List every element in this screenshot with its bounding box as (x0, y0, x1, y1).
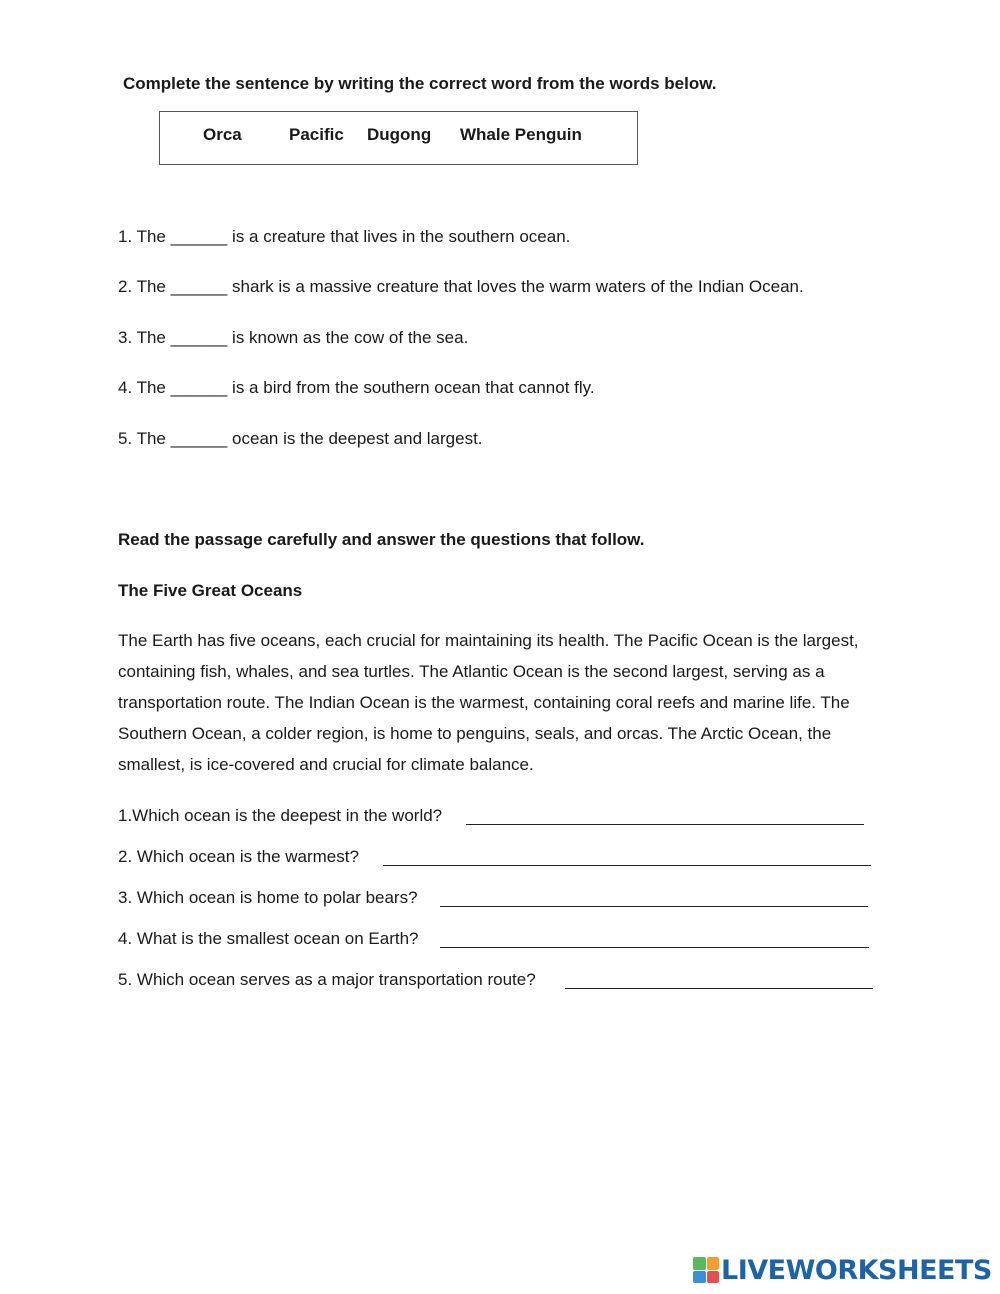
fill-in-sentence-2: 2. The ______ shark is a massive creature that loves the warm waters of the Indian Ocean. (118, 277, 804, 296)
answer-line-3[interactable] (440, 906, 868, 907)
fill-in-sentence-4: 4. The ______ is a bird from the southern ocean that cannot fly. (118, 378, 595, 397)
fill-in-instruction: Complete the sentence by writing the correct word from the words below. (123, 74, 717, 93)
word-bank-item: Pacific (289, 125, 344, 144)
answer-line-2[interactable] (383, 865, 871, 866)
answer-line-4[interactable] (440, 947, 869, 948)
logo-text: LIVEWORKSHEETS (721, 1254, 992, 1286)
reading-passage: The Earth has five oceans, each crucial for maintaining its health. The Pacific Ocean is the largest, containing fish, whales, and sea turtles. The Atlantic Ocean is the second largest, serving as a transportation route. The Indian Ocean is the warmest, containing coral reefs and marine life. The Southern Ocean, a colder region, is home to penguins, seals, and orcas. The Arctic Ocean, the smallest, is ice-covered and crucial for climate balance. (118, 631, 859, 774)
fill-in-sentence-1: 1. The ______ is a creature that lives in the southern ocean. (118, 227, 571, 246)
answer-line-1[interactable] (466, 824, 864, 825)
question-4: 4. What is the smallest ocean on Earth? (118, 929, 419, 948)
liveworksheets-logo (693, 1255, 992, 1285)
question-2: 2. Which ocean is the warmest? (118, 847, 359, 866)
word-bank-item: Orca (203, 125, 242, 144)
question-5: 5. Which ocean serves as a major transportation route? (118, 970, 536, 989)
word-bank-item: Dugong (367, 125, 432, 144)
passage-title: The Five Great Oceans (118, 581, 303, 600)
question-1: 1.Which ocean is the deepest in the world? (118, 806, 443, 825)
answer-line-5[interactable] (565, 988, 873, 989)
fill-in-sentence-3: 3. The ______ is known as the cow of the sea. (118, 328, 469, 347)
liveworksheets-logo-icon (693, 1257, 719, 1283)
word-bank-box (159, 111, 638, 165)
question-3: 3. Which ocean is home to polar bears? (118, 888, 418, 907)
reading-instruction: Read the passage carefully and answer the questions that follow. (118, 530, 645, 549)
word-bank-item: Whale Penguin (460, 125, 582, 144)
fill-in-sentence-5: 5. The ______ ocean is the deepest and largest. (118, 429, 483, 448)
